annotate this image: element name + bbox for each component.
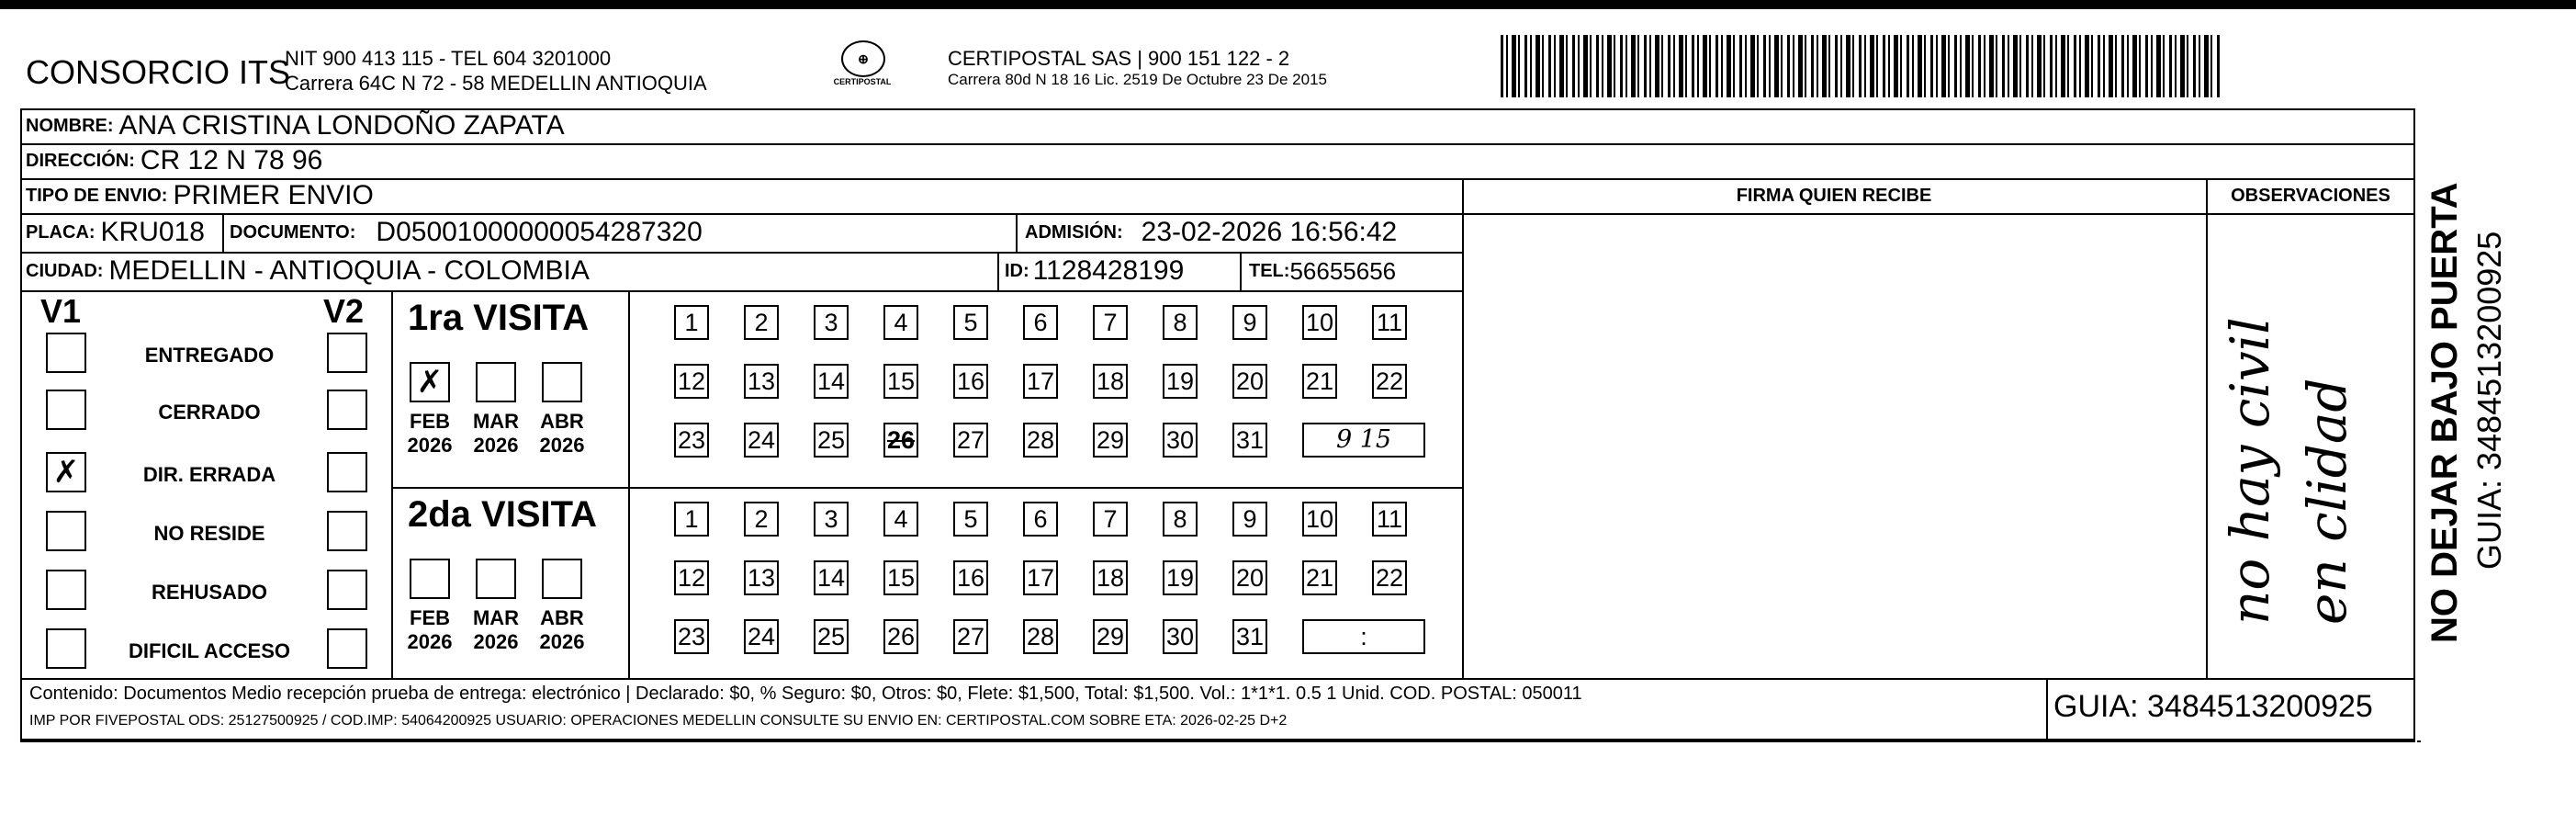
- col-divider: [2046, 678, 2048, 740]
- bottom-rule: [20, 740, 2415, 742]
- v1-label: V1: [40, 292, 82, 330]
- day-box[interactable]: 27: [953, 423, 988, 458]
- day-box[interactable]: 17: [1023, 364, 1058, 399]
- day-box[interactable]: 21: [1302, 364, 1337, 399]
- day-box[interactable]: 4: [883, 305, 918, 340]
- day-box[interactable]: 25: [814, 423, 849, 458]
- ciudad-cell: [26, 252, 590, 290]
- month-checkbox[interactable]: [542, 362, 582, 402]
- row-divider: [20, 290, 1462, 292]
- month-checkbox[interactable]: [476, 559, 516, 599]
- month-label: ABR: [540, 606, 584, 629]
- top-border: [0, 0, 2576, 9]
- day-box[interactable]: 15: [883, 364, 918, 399]
- day-box[interactable]: 7: [1093, 305, 1128, 340]
- side-warning: NO DEJAR BAJO PUERTA: [2424, 182, 2465, 643]
- barcode: [1501, 35, 2222, 97]
- day-box[interactable]: 5: [953, 502, 988, 537]
- status-option-label: ENTREGADO: [144, 344, 275, 367]
- month-label: MAR: [472, 606, 520, 629]
- col-divider: [1240, 252, 1242, 290]
- carrier-info: [948, 46, 1327, 89]
- col-divider: [222, 213, 224, 252]
- certipostal-logo: [830, 40, 894, 86]
- day-box[interactable]: 6: [1023, 305, 1058, 340]
- day-box[interactable]: 3: [814, 305, 849, 340]
- footer-impresion: IMP POR FIVEPOSTAL ODS: 25127500925 / COD.IMP: 54064200925 USUARIO: OPERACIONES MEDELLIN CONSULTE SU ENVIO EN: CERTIPOSTAL.COM SOBRE ETA: 2026-02-25 D+2: [29, 713, 1288, 729]
- placa-label: PLACA:: [26, 221, 96, 243]
- status-option-label: DIFICIL ACCESO: [128, 639, 290, 662]
- firma-header: FIRMA QUIEN RECIBE: [1736, 186, 1932, 206]
- day-box[interactable]: 14: [814, 560, 849, 595]
- day-box[interactable]: 3: [814, 502, 849, 537]
- month-checkbox[interactable]: [542, 559, 582, 599]
- month-label: ABR: [540, 410, 584, 433]
- month-year: 2026: [539, 434, 585, 457]
- v2-checkbox[interactable]: [327, 333, 367, 373]
- day-box[interactable]: 22: [1372, 560, 1407, 595]
- id-value: 1128428199: [1032, 255, 1185, 286]
- logo-text: CERTIPOSTAL: [833, 77, 892, 86]
- day-box[interactable]: 11: [1372, 502, 1407, 537]
- header-underline: [1462, 213, 2413, 215]
- v1-checkbox[interactable]: ✗: [46, 452, 86, 492]
- status-option-label: DIR. ERRADA: [142, 463, 276, 486]
- footer-contenido: Contenido: Documentos Medio recepción prueba de entrega: electrónico | Declarado: $0, % Seguro: $0, Otros: $0, Flete: $1,500, Total: $1,500. Vol.: 1*1*1. 0.5 1 Unid. COD. POSTAL: 050011: [29, 684, 1582, 704]
- v2-checkbox[interactable]: [327, 511, 367, 551]
- day-box[interactable]: 26: [883, 619, 918, 654]
- direccion-label: DIRECCIÓN:: [26, 150, 135, 171]
- day-box[interactable]: 25: [814, 619, 849, 654]
- tel-value: 56655656: [1289, 256, 1397, 285]
- day-box[interactable]: 2: [744, 305, 779, 340]
- day-box[interactable]: 31: [1232, 619, 1267, 654]
- month-label: MAR: [472, 410, 520, 433]
- day-box[interactable]: 29: [1093, 619, 1128, 654]
- documento-cell: [230, 213, 703, 252]
- observacion-note-1: no hay civil: [2219, 317, 2281, 625]
- tipo-value: PRIMER ENVIO: [173, 180, 374, 210]
- day-box[interactable]: 11: [1372, 305, 1407, 340]
- day-box[interactable]: 16: [953, 560, 988, 595]
- status-option-label: CERRADO: [158, 401, 261, 424]
- day-box[interactable]: 4: [883, 502, 918, 537]
- company-nit: NIT 900 413 115 - TEL 604 3201000: [285, 47, 612, 70]
- day-box[interactable]: 31: [1232, 423, 1267, 458]
- day-box[interactable]: 12: [674, 364, 709, 399]
- day-box[interactable]: 18: [1093, 364, 1128, 399]
- col-divider: [391, 290, 393, 678]
- v2-checkbox[interactable]: [327, 628, 367, 669]
- day-box[interactable]: 13: [744, 364, 779, 399]
- side-guia: GUIA: 3484513200925: [2470, 231, 2508, 570]
- day-box[interactable]: 27: [953, 619, 988, 654]
- col-divider: [1016, 213, 1018, 252]
- documento-label: DOCUMENTO:: [230, 221, 356, 243]
- bottom-rule-end: [2417, 740, 2421, 742]
- col-divider: [997, 252, 999, 290]
- observacion-note-2: en clidad: [2296, 378, 2358, 625]
- day-box[interactable]: 10: [1302, 305, 1337, 340]
- visit-time-box[interactable]: 9 15: [1302, 423, 1425, 458]
- footer-divider: [20, 678, 2415, 680]
- tipo-label: TIPO DE ENVIO:: [26, 185, 168, 206]
- v1-checkbox[interactable]: [46, 390, 86, 430]
- ciudad-label: CIUDAD:: [26, 260, 104, 281]
- day-box[interactable]: 26: [883, 423, 918, 458]
- observaciones-header: OBSERVACIONES: [2231, 186, 2390, 206]
- day-box[interactable]: 20: [1232, 364, 1267, 399]
- v1-checkbox[interactable]: [46, 333, 86, 373]
- visit-time-box[interactable]: :: [1302, 619, 1425, 654]
- v2-label: V2: [323, 292, 365, 330]
- month-year: 2026: [539, 630, 585, 653]
- day-box[interactable]: 7: [1093, 502, 1128, 537]
- day-box[interactable]: 23: [674, 423, 709, 458]
- day-box[interactable]: 19: [1163, 560, 1198, 595]
- placa-cell: [26, 213, 205, 252]
- col-divider: [2206, 178, 2208, 678]
- day-box[interactable]: 28: [1023, 423, 1058, 458]
- admision-label: ADMISIÓN:: [1025, 221, 1123, 243]
- day-box[interactable]: 2: [744, 502, 779, 537]
- month-year: 2026: [407, 434, 453, 457]
- month-checkbox[interactable]: ✗: [410, 362, 450, 402]
- day-box[interactable]: 19: [1163, 364, 1198, 399]
- day-box[interactable]: 6: [1023, 502, 1058, 537]
- v1-checkbox[interactable]: [46, 570, 86, 610]
- day-box[interactable]: 17: [1023, 560, 1058, 595]
- tipo-row: [26, 178, 374, 213]
- status-option-label: NO RESIDE: [153, 522, 265, 545]
- month-checkbox[interactable]: [476, 362, 516, 402]
- v2-checkbox[interactable]: [327, 390, 367, 430]
- v1-checkbox[interactable]: [46, 628, 86, 669]
- v2-checkbox[interactable]: [327, 570, 367, 610]
- day-box[interactable]: 9: [1232, 305, 1267, 340]
- id-cell: [1005, 252, 1184, 290]
- day-box[interactable]: 10: [1302, 502, 1337, 537]
- id-label: ID:: [1005, 260, 1029, 281]
- day-box[interactable]: 12: [674, 560, 709, 595]
- carrier-nit: CERTIPOSTAL SAS | 900 151 122 - 2: [948, 47, 1290, 70]
- footer-guia: GUIA: 3484513200925: [2053, 689, 2373, 724]
- day-box[interactable]: 24: [744, 619, 779, 654]
- day-box[interactable]: 14: [814, 364, 849, 399]
- day-box[interactable]: 16: [953, 364, 988, 399]
- visit-title: 2da VISITA: [408, 494, 597, 535]
- status-option-label: REHUSADO: [152, 581, 267, 604]
- day-box[interactable]: 1: [674, 305, 709, 340]
- day-box[interactable]: 28: [1023, 619, 1058, 654]
- day-box[interactable]: 24: [744, 423, 779, 458]
- nombre-value: ANA CRISTINA LONDOÑO ZAPATA: [118, 110, 565, 141]
- month-year: 2026: [473, 630, 519, 653]
- day-box[interactable]: 20: [1232, 560, 1267, 595]
- logo-circle-icon: ⊕: [841, 40, 885, 77]
- nombre-row: [26, 108, 565, 143]
- month-label: FEB: [410, 410, 450, 433]
- day-box[interactable]: 30: [1163, 619, 1198, 654]
- day-box[interactable]: 15: [883, 560, 918, 595]
- ciudad-value: MEDELLIN - ANTIOQUIA - COLOMBIA: [108, 255, 590, 286]
- day-box[interactable]: 23: [674, 619, 709, 654]
- day-box[interactable]: 30: [1163, 423, 1198, 458]
- day-box[interactable]: 21: [1302, 560, 1337, 595]
- v1-checkbox[interactable]: [46, 511, 86, 551]
- month-label: FEB: [410, 606, 450, 629]
- month-year: 2026: [473, 434, 519, 457]
- col-divider: [1462, 178, 1464, 678]
- day-box[interactable]: 9: [1232, 502, 1267, 537]
- month-checkbox[interactable]: [410, 559, 450, 599]
- day-box[interactable]: 8: [1163, 305, 1198, 340]
- col-divider: [628, 290, 630, 678]
- day-box[interactable]: 1: [674, 502, 709, 537]
- day-box[interactable]: 13: [744, 560, 779, 595]
- nombre-label: NOMBRE:: [26, 115, 114, 136]
- day-box[interactable]: 29: [1093, 423, 1128, 458]
- col-divider: [2413, 108, 2415, 178]
- month-year: 2026: [407, 630, 453, 653]
- row-divider: [20, 143, 2415, 145]
- company-address: Carrera 64C N 72 - 58 MEDELLIN ANTIOQUIA: [285, 72, 707, 95]
- v2-checkbox[interactable]: [327, 452, 367, 492]
- tel-cell: [1249, 252, 1396, 290]
- documento-value: D05001000000054287320: [376, 217, 703, 247]
- carrier-license: Carrera 80d N 18 16 Lic. 2519 De Octubre 23 De 2015: [948, 71, 1327, 88]
- admision-value: 23-02-2026 16:56:42: [1141, 217, 1398, 247]
- admision-cell: [1025, 213, 1397, 252]
- placa-value: KRU018: [100, 217, 205, 247]
- visit-title: 1ra VISITA: [408, 298, 590, 338]
- company-info: [285, 46, 707, 96]
- day-box[interactable]: 8: [1163, 502, 1198, 537]
- day-box[interactable]: 5: [953, 305, 988, 340]
- company-name: CONSORCIO ITS: [26, 53, 291, 91]
- direccion-row: [26, 143, 322, 178]
- visit-divider: [391, 487, 1462, 489]
- day-box[interactable]: 18: [1093, 560, 1128, 595]
- day-box[interactable]: 22: [1372, 364, 1407, 399]
- tel-label: TEL:: [1249, 260, 1290, 281]
- direccion-value: CR 12 N 78 96: [140, 145, 323, 175]
